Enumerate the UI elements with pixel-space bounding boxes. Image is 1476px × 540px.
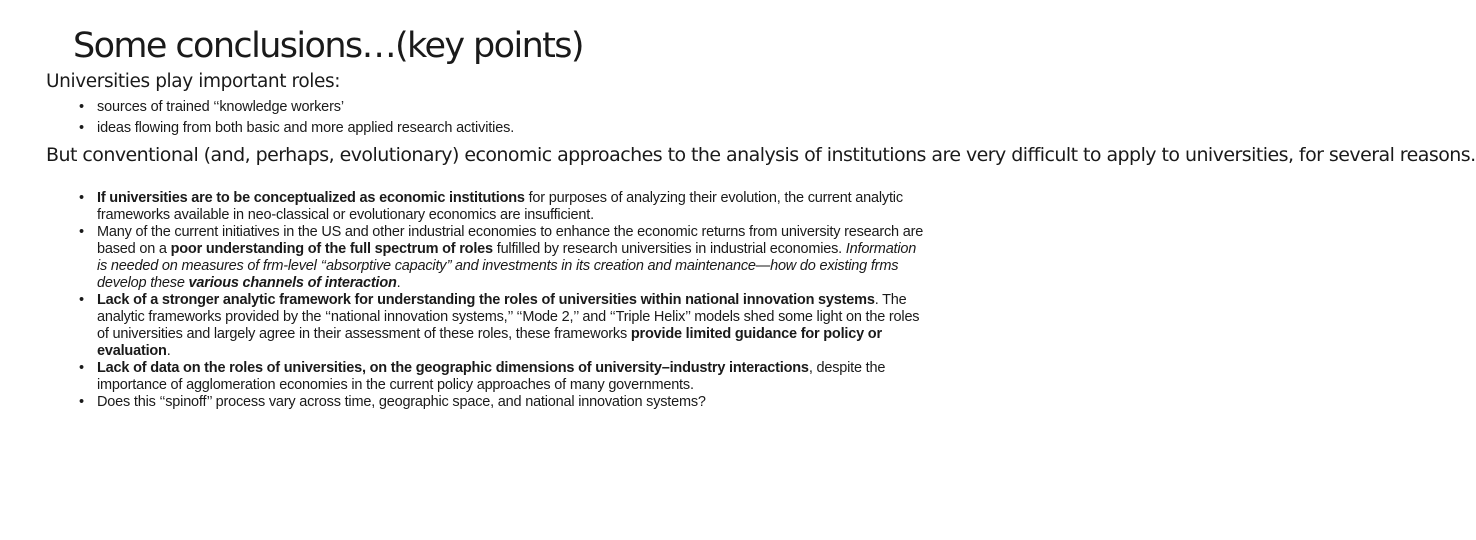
reasons-list bbox=[76, 190, 926, 411]
text-run: fulfilled by research universities in industrial economies. bbox=[492, 241, 846, 257]
list-item bbox=[76, 292, 926, 360]
text-run: for purposes of analyzing their evolution, the current analytic frameworks available in neo-classical or evolutionary economics are insufficient. bbox=[97, 190, 907, 223]
text-run: . bbox=[166, 343, 171, 359]
roles-list bbox=[76, 97, 514, 139]
slide-title: Some conclusions…(key points) bbox=[73, 26, 583, 66]
text-run: Information is needed on measures of frm-level ‘‘absorptive capacity’’ and investments in its creation and maintenance—how do existing frms develop these bbox=[97, 241, 920, 291]
intro-text: Universities play important roles: bbox=[46, 71, 341, 92]
text-run: Many of the current initiatives in the US and other industrial economies to enhance the economic returns from university research are based on a bbox=[97, 224, 927, 257]
text-run: . The analytic frameworks provided by the ‘‘national innovation systems,’’ ‘‘Mode 2,’’ and ‘‘Triple Helix’’ models shed some light on the roles of universities and largely agree in their assessment of these roles, these frameworks bbox=[97, 292, 924, 342]
list-item bbox=[76, 394, 926, 411]
list-item bbox=[76, 224, 926, 292]
text-run: provide limited guidance for policy or evaluation bbox=[97, 326, 886, 359]
text-run: If universities are to be conceptualized as economic institutions bbox=[97, 190, 525, 206]
lead-paragraph: But conventional (and, perhaps, evolutionary) economic approaches to the analysis of institutions are very difficult to apply to universities, for several reasons. bbox=[46, 144, 1476, 166]
text-run: various channels of interaction bbox=[188, 275, 397, 291]
list-item bbox=[76, 190, 926, 224]
list-item: • ideas flowing from both basic and more applied research activities. bbox=[76, 118, 514, 139]
text-run: . bbox=[396, 275, 401, 291]
text-run: Lack of data on the roles of universities, on the geographic dimensions of university–industry interactions bbox=[97, 360, 809, 376]
text-run: , despite the importance of agglomeration economies in the current policy approaches of many governments. bbox=[97, 360, 890, 393]
text-run: Does this ‘‘spinoff’’ process vary across time, geographic space, and national innovation systems? bbox=[97, 394, 706, 410]
list-item bbox=[76, 360, 926, 394]
list-item: • sources of trained ‘‘knowledge workers’ bbox=[76, 97, 514, 118]
text-run: poor understanding of the full spectrum of roles bbox=[170, 241, 493, 257]
text-run: Lack of a stronger analytic framework for understanding the roles of universities within national innovation systems bbox=[97, 292, 875, 308]
